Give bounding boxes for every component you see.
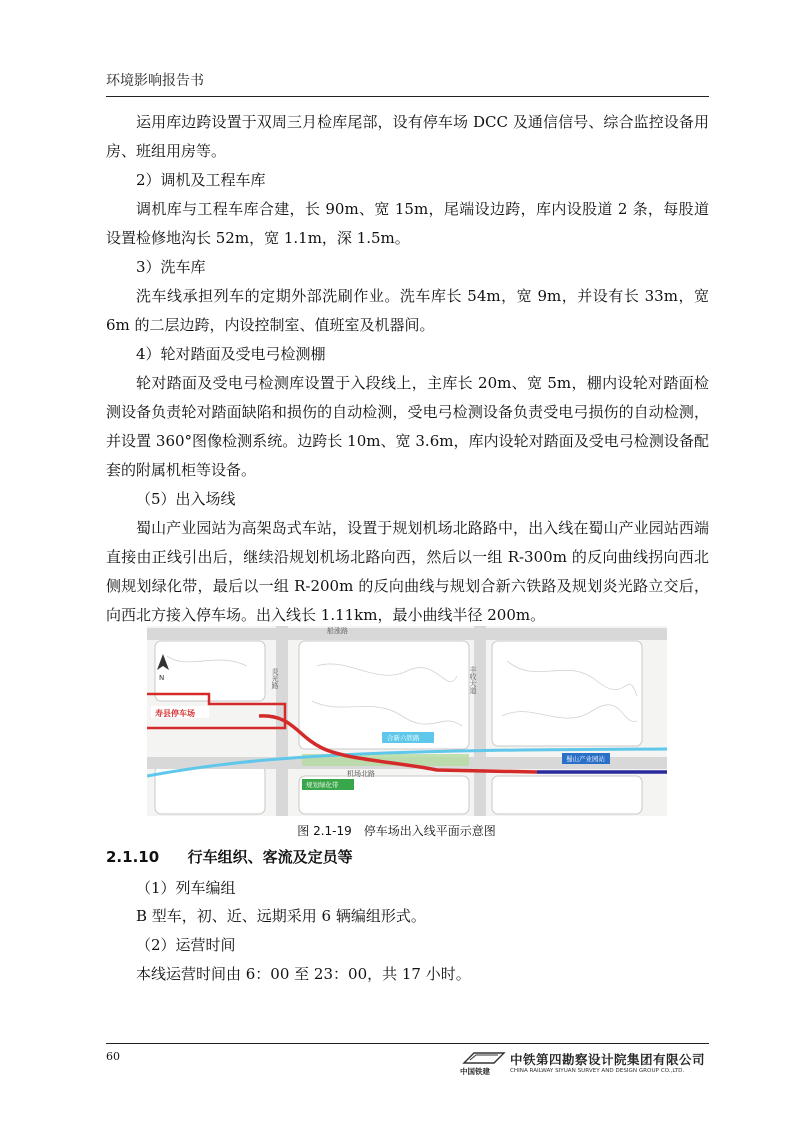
- figure-caption: 图 2.1-19 停车场出入线平面示意图: [297, 824, 496, 838]
- section-title: 行车组织、客流及定员等: [187, 848, 353, 866]
- section-heading: [106, 846, 353, 867]
- label-airport-road: 机场北路: [347, 770, 375, 778]
- heading-wash-garage: 3）洗车库: [136, 258, 206, 276]
- map-block: [492, 641, 642, 746]
- footer-rule: [106, 1043, 709, 1044]
- heading-shunting-garage: 2）调机及工程车库: [136, 171, 266, 189]
- page-number: 60: [106, 1050, 120, 1063]
- heading-wheel-inspection: 4）轮对踏面及受电弓检测棚: [136, 345, 326, 363]
- paragraph-1: 运用库边跨设置于双周三月检库尾部，设有停车场 DCC 及通信信号、综合监控设备用房、班组用房等。: [106, 113, 709, 160]
- label-green-belt: 规划绿化带: [306, 781, 339, 789]
- heading-train-formation: （1）列车编组: [136, 879, 236, 897]
- paragraph-2: 调机库与工程车库合建，长 90m、宽 15m，尾端设边跨，库内设股道 2 条，每股道设置检修地沟长 52m，宽 1.1m，深 1.5m。: [106, 200, 709, 247]
- label-station: 蜀山产业园站: [566, 755, 605, 763]
- paragraph-3: 洗车线承担列车的定期外部洗刷作业。洗车库长 54m，宽 9m，并设有长 33m，宽 6m 的二层边跨，内设控制室、值班室及机器间。: [106, 287, 709, 334]
- crcc-logo-icon: [460, 1050, 506, 1066]
- label-road-chuanzhang: 船涨路: [327, 627, 348, 635]
- label-depot: 寿县停车场: [155, 709, 195, 718]
- label-road-fengshou: 丰收大道: [469, 666, 477, 694]
- company-name-cn: 中铁第四勘察设计院集团有限公司: [510, 1052, 706, 1067]
- heading-access-line: （5）出入场线: [136, 490, 236, 508]
- section-number: 2.1.10: [106, 848, 160, 866]
- paragraph-5: 蜀山产业园站为高架岛式车站，设置于规划机场北路路中，出入线在蜀山产业园站西端直接由正线引出后，继续沿规划机场北路向西，然后以一组 R-300m 的反向曲线拐向西北侧规划绿化带，最后以一组 R-200m 的反向曲线与规划合新六铁路及规划炎光路立交后，向西北方接入停车场。出入线长 1.11km，最小曲线半径 200m。: [106, 519, 709, 624]
- page-header-title: 环境影响报告书: [106, 73, 204, 89]
- paragraph-operating-hours: 本线运营时间由 6：00 至 23：00，共 17 小时。: [136, 965, 471, 983]
- paragraph-4: 轮对踏面及受电弓检测库设置于入段线上，主库长 20m、宽 5m，棚内设轮对踏面检测设备负责轮对踏面缺陷和损伤的自动检测，受电弓检测设备负责受电弓损伤的自动检测，并设置 360°图像检测系统。边跨长 10m、宽 3.6m，库内设轮对踏面及受电弓检测设备配套的附属机柜等设备。: [106, 374, 709, 479]
- heading-operating-hours: （2）运营时间: [136, 936, 236, 954]
- header-rule: [106, 96, 709, 97]
- logo-brand-text: 中国铁建: [460, 1067, 490, 1076]
- access-line-map: [147, 626, 667, 816]
- label-railway: 合新六铁路: [387, 734, 420, 742]
- company-name-en: CHINA RAILWAY SIYUAN SURVEY AND DESIGN GROUP CO.,LTD.: [510, 1068, 685, 1074]
- map-block: [155, 641, 265, 701]
- paragraph-train-formation: B 型车，初、近、远期采用 6 辆编组形式。: [136, 907, 426, 925]
- north-label: N: [159, 674, 165, 682]
- company-logo-block: [460, 1050, 712, 1082]
- map-block: [492, 776, 642, 814]
- label-road-yanguang: 炎光路: [271, 668, 279, 689]
